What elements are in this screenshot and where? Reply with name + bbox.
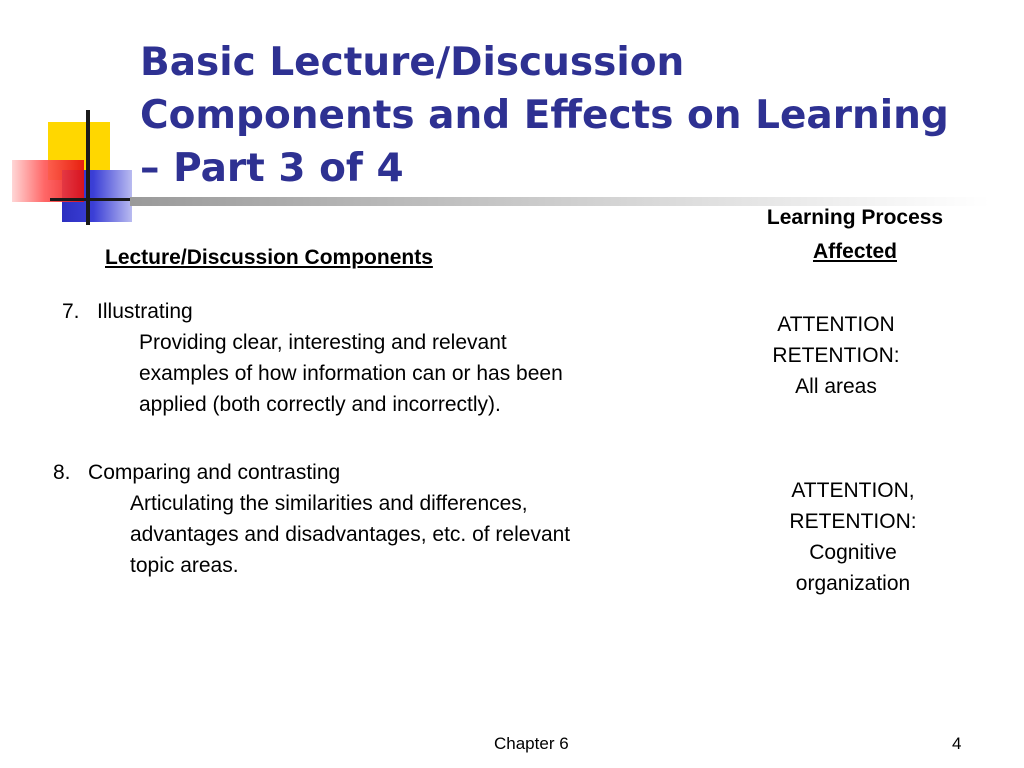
item-description-line: topic areas. bbox=[130, 554, 239, 577]
item-title: Illustrating bbox=[97, 300, 193, 323]
page-number: 4 bbox=[952, 734, 962, 753]
item-title: Comparing and contrasting bbox=[88, 461, 341, 484]
item-number: 7. bbox=[62, 300, 80, 323]
item-description-line: Articulating the similarities and differences, bbox=[130, 492, 528, 515]
item-heading bbox=[53, 457, 570, 488]
logo-red-block bbox=[12, 160, 84, 202]
learning-process-header-line2: Affected bbox=[812, 240, 897, 263]
item-description-line: advantages and disadvantages, etc. of relevant bbox=[130, 523, 571, 546]
effect-line: RETENTION: bbox=[772, 344, 900, 367]
item-effect bbox=[716, 309, 956, 402]
title-line: Components and Effects on Learning bbox=[140, 93, 949, 138]
slide-title bbox=[140, 36, 1000, 195]
effect-line: All areas bbox=[795, 375, 877, 398]
effect-line: Cognitive bbox=[809, 541, 897, 564]
item-description-line: applied (both correctly and incorrectly). bbox=[139, 393, 501, 416]
list-item bbox=[62, 296, 563, 420]
effect-line: ATTENTION bbox=[777, 313, 895, 336]
item-heading bbox=[62, 296, 563, 327]
effect-line: RETENTION: bbox=[789, 510, 917, 533]
item-number: 8. bbox=[53, 461, 71, 484]
item-description-line: Providing clear, interesting and relevant bbox=[139, 331, 507, 354]
learning-process-header-line1: Learning Process bbox=[766, 206, 944, 229]
effect-line: organization bbox=[795, 572, 911, 595]
footer-chapter: Chapter 6 bbox=[494, 734, 569, 753]
learning-process-header bbox=[730, 201, 980, 269]
logo-horizontal-line bbox=[50, 198, 142, 201]
components-header: Lecture/Discussion Components bbox=[105, 246, 433, 269]
list-item bbox=[53, 457, 570, 581]
effect-line: ATTENTION, bbox=[791, 479, 915, 502]
logo-vertical-line bbox=[86, 110, 90, 225]
title-line: – Part 3 of 4 bbox=[140, 146, 404, 191]
item-description-line: examples of how information can or has been bbox=[139, 362, 563, 385]
title-line: Basic Lecture/Discussion bbox=[140, 40, 685, 85]
item-effect bbox=[733, 475, 973, 599]
